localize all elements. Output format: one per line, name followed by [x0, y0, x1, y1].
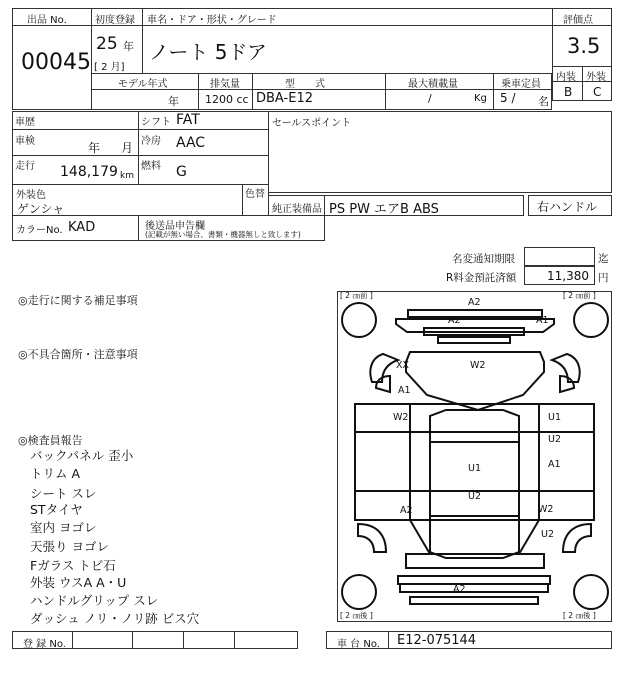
damage-mark: A1 — [398, 385, 411, 396]
lot-number: 00045 — [21, 50, 91, 75]
name-change-suffix: 迄 — [598, 253, 609, 265]
inspection-year: 年 — [88, 141, 101, 155]
inspection-label: 車検 — [15, 136, 35, 147]
ext-color-cell — [12, 184, 269, 216]
type-value: DBA-E12 — [256, 91, 313, 106]
inspector-item: シート スレ — [30, 486, 97, 501]
eval-score-cell — [552, 25, 612, 67]
exterior-grade: C — [593, 85, 602, 99]
equipment-label-cell — [268, 195, 325, 216]
inspector-item: バックパネル 歪小 — [30, 448, 134, 463]
defects-label: ◎不具合箇所・注意事項 — [18, 348, 138, 361]
corner-label-rear-left: [ 2 ㎝後 ] — [340, 611, 373, 620]
mileage-value: 148,179 — [60, 164, 118, 180]
post-items-cell — [138, 215, 325, 241]
recycle-box — [524, 266, 595, 285]
equipment-cell — [324, 195, 524, 216]
lot-label: 出品 No. — [27, 15, 67, 26]
chassis-label-cell — [326, 631, 389, 649]
inspector-item: STタイヤ — [30, 502, 83, 517]
spec-col — [385, 73, 386, 110]
driving-notes-label: ◎走行に関する補足事項 — [18, 294, 138, 307]
inspector-item: 外装 ウスA A・U — [30, 575, 127, 590]
damage-mark: W2 — [538, 504, 554, 515]
reg-year: 25 — [96, 34, 118, 54]
car-damage-diagram — [338, 292, 611, 621]
exterior-label-cell — [582, 66, 612, 82]
damage-mark: U1 — [468, 463, 481, 474]
corner-label-front-left: [ 2 ㎝前 ] — [340, 292, 373, 300]
inspector-item: 天張り ヨゴレ — [30, 539, 109, 554]
eval-label: 評価点 — [563, 15, 593, 26]
tire-rear-left — [342, 575, 376, 609]
inspector-item: 室内 ヨゴレ — [30, 520, 97, 535]
reg-no-col — [132, 631, 133, 649]
reg-no-col — [234, 631, 235, 649]
spec-col — [493, 73, 494, 110]
damage-mark: W2 — [470, 360, 486, 371]
inspection-month: 月 — [121, 141, 134, 155]
inspector-label: ◎検査員報告 — [18, 434, 83, 447]
model-year-label: モデル年式 — [118, 79, 168, 90]
recolor-label: 色替 — [245, 189, 265, 200]
eval-label-cell — [552, 8, 612, 26]
damage-mark: W2 — [393, 412, 409, 423]
first-reg-cell — [91, 25, 143, 74]
capacity-label: 乗車定員 — [501, 79, 541, 90]
damage-diagram-frame — [337, 291, 612, 622]
first-reg-label: 初度登録 — [95, 15, 135, 26]
ac-label: 冷房 — [141, 136, 161, 147]
model-year-unit: 年 — [168, 95, 179, 108]
lot-label-cell — [12, 8, 92, 26]
tire-front-right — [574, 303, 608, 337]
reg-no-col — [183, 631, 184, 649]
name-change-box — [524, 247, 595, 266]
corner-label-front-right: [ 2 ㎝前 ] — [563, 292, 596, 300]
inspector-item: ハンドルグリップ スレ — [30, 593, 159, 608]
equipment-value: PS PW エアB ABS — [329, 202, 439, 217]
recolor-col — [242, 184, 243, 216]
interior-grade: B — [564, 85, 573, 99]
displacement-value: 1200 cc — [205, 93, 249, 106]
damage-mark: A2 — [400, 505, 413, 516]
damage-mark: A1 — [536, 315, 549, 326]
post-items-note: (記載が無い場合、書類・機器無しと致します) — [145, 230, 301, 239]
details-divider — [12, 129, 138, 130]
reg-month: [ 2 月] — [94, 62, 125, 73]
max-load-value: / — [428, 92, 432, 105]
color-no-label: カラーNo. — [16, 225, 63, 236]
damage-mark: XX — [396, 360, 410, 371]
reg-no-label: 登 録 No. — [23, 639, 66, 650]
recycle-unit: 円 — [598, 272, 609, 284]
interior-label-cell — [552, 66, 583, 82]
exterior-label: 外装 — [586, 72, 606, 83]
history-label: 車歴 — [15, 117, 35, 128]
chassis-label: 車 台 No. — [337, 639, 380, 650]
max-load-label: 最大積載量 — [408, 79, 458, 90]
equipment-label: 純正装備品 — [272, 204, 322, 215]
steering-cell — [528, 195, 612, 216]
color-no-cell — [12, 215, 139, 241]
car-name-cell — [142, 25, 553, 74]
reg-year-unit: 年 — [123, 40, 134, 53]
steering-value: 右ハンドル — [537, 200, 598, 214]
ext-color-label: 外装色 — [16, 190, 46, 201]
damage-mark: U2 — [468, 491, 481, 502]
details-divider — [138, 129, 269, 130]
details-col — [138, 111, 139, 185]
first-reg-label-cell — [91, 8, 143, 26]
displacement-label: 排気量 — [210, 79, 240, 90]
chassis-no: E12-075144 — [397, 633, 477, 648]
tire-rear-right — [574, 575, 608, 609]
damage-mark: A2 — [453, 584, 466, 595]
exterior-grade-cell — [582, 81, 612, 101]
fuel-label: 燃料 — [141, 161, 161, 172]
recycle-fee: 11,380 — [547, 269, 589, 283]
car-label-cell — [142, 8, 553, 26]
inspector-item: トリム A — [30, 466, 81, 481]
inspector-item: Fガラス トビ石 — [30, 558, 116, 573]
damage-mark: U2 — [541, 529, 554, 540]
shift-label: シフト — [141, 117, 171, 128]
type-label: 型 式 — [285, 79, 325, 90]
recycle-label: R料金預託済額 — [446, 272, 517, 284]
ac-value: AAC — [176, 135, 206, 151]
inspector-item: ダッシュ ノリ・ノリ跡 ビス穴 — [30, 611, 200, 626]
car-name: ノート 5ドア — [149, 40, 267, 64]
details-divider — [12, 155, 269, 156]
spec-col — [198, 73, 199, 110]
mileage-label: 走行 — [15, 161, 35, 172]
max-load-unit: Kg — [474, 93, 487, 104]
sales-point-cell — [268, 111, 612, 193]
damage-mark: A1 — [548, 459, 561, 470]
eval-score: 3.5 — [567, 34, 601, 58]
corner-label-rear-right: [ 2 ㎝後 ] — [563, 611, 596, 620]
reg-no-label-cell — [12, 631, 73, 649]
fuel-value: G — [176, 164, 187, 180]
capacity-unit: 名 — [538, 95, 549, 108]
mileage-unit: km — [120, 171, 134, 181]
car-label: 車名・ドア・形状・グレード — [147, 15, 277, 26]
lot-number-cell — [12, 25, 92, 110]
damage-mark: U1 — [548, 412, 561, 423]
interior-grade-cell — [552, 81, 583, 101]
interior-label: 内装 — [556, 72, 576, 83]
damage-mark: U2 — [548, 434, 561, 445]
reg-no-cell — [72, 631, 298, 649]
damage-mark: A2 — [448, 315, 461, 326]
name-change-label: 名変通知期限 — [452, 253, 515, 265]
capacity-value: 5 / — [500, 91, 516, 105]
sales-point-label: セールスポイント — [272, 118, 352, 129]
chassis-cell — [388, 631, 612, 649]
post-items-label: 後送品申告欄 — [145, 221, 205, 232]
color-no-value: KAD — [68, 220, 96, 235]
tire-front-left — [342, 303, 376, 337]
ext-color-value: ゲンシャ — [17, 202, 65, 216]
spec-col — [252, 73, 253, 110]
damage-mark: A2 — [468, 297, 481, 308]
shift-value: FAT — [176, 112, 200, 128]
